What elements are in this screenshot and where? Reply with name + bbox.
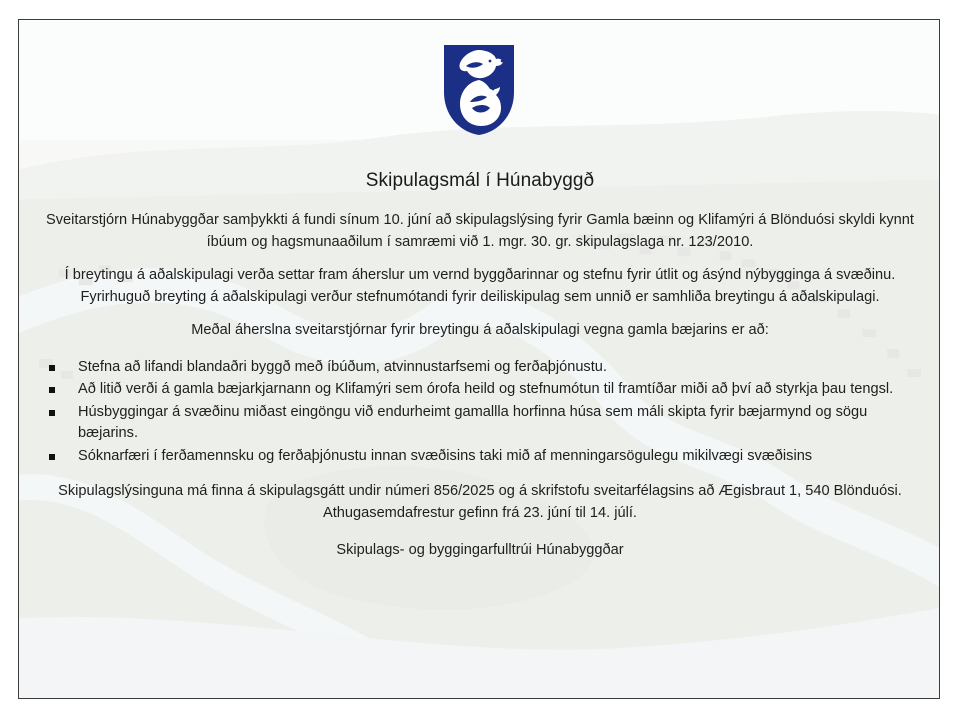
priorities-lead-paragraph: Meðal áherslna sveitarstjórnar fyrir breytingu á aðalskipulagi vegna gamla bæjarins er að:	[191, 322, 769, 338]
signature-line: Skipulags- og byggingarfulltrúi Húnabyggðar	[336, 542, 624, 558]
priorities-bullet-list	[19, 357, 927, 468]
list-item-text: Sóknarfæri í ferðamennsku og ferðaþjónustu innan svæðisins taki mið af menningarsögulegu mikilvægi svæðisins	[78, 447, 813, 464]
document-page	[18, 19, 940, 699]
square-bullet-icon	[49, 410, 55, 416]
list-item	[47, 446, 927, 468]
zoning-paragraph: Í breytingu á aðalskipulagi verða settar fram áherslur um vernd byggðarinnar og stefnu fyrir útlit og ásýnd nýbygginga á svæðinu. Fyrirhuguð breyting á aðalskipulagi verður stefnumótandi fyrir deiliskipulag sem unnið er samhliða breytingu á aðalskipulagi.	[64, 267, 896, 305]
list-item-text: Húsbyggingar á svæðinu miðast eingöngu við endurheimt gamallla horfinna húsa sem máli skipta fyrir bæjarmynd og sögu bæjarins.	[78, 403, 868, 441]
polar-bear-shield-icon	[440, 42, 518, 138]
list-item-text: Stefna að lifandi blandaðri byggð með íbúðum, atvinnustarfsemi og ferðaþjónustu.	[78, 358, 607, 375]
intro-paragraph: Sveitarstjórn Húnabyggðar samþykkti á fundi sínum 10. júní að skipulagslýsing fyrir Gamla bæinn og Klifamýri á Blönduósi skyldi kynnt íbúum og hagsmunaaðilum í samræmi við 1. mgr. 30. gr. skipulagslaga nr. 123/2010.	[46, 212, 914, 250]
square-bullet-icon	[49, 454, 55, 460]
list-item	[47, 357, 927, 379]
square-bullet-icon	[49, 387, 55, 393]
list-item-text: Að litið verði á gamla bæjarkjarnann og Klifamýri sem órofa heild og stefnumótun til framtíðar miði að því að styrkja þau tengsl.	[78, 381, 894, 397]
availability-paragraph: Skipulagslýsinguna má finna á skipulagsgátt undir númeri 856/2025 og á skrifstofu sveitarfélagsins að Ægisbraut 1, 540 Blönduósi. Athugasemdafrestur gefinn frá 23. júní til 14. júlí.	[58, 483, 902, 521]
list-item	[47, 402, 927, 445]
page-title: Skipulagsmál í Húnabyggð	[365, 170, 595, 191]
document-content	[19, 150, 940, 561]
square-bullet-icon	[49, 365, 55, 371]
list-item	[47, 379, 927, 401]
